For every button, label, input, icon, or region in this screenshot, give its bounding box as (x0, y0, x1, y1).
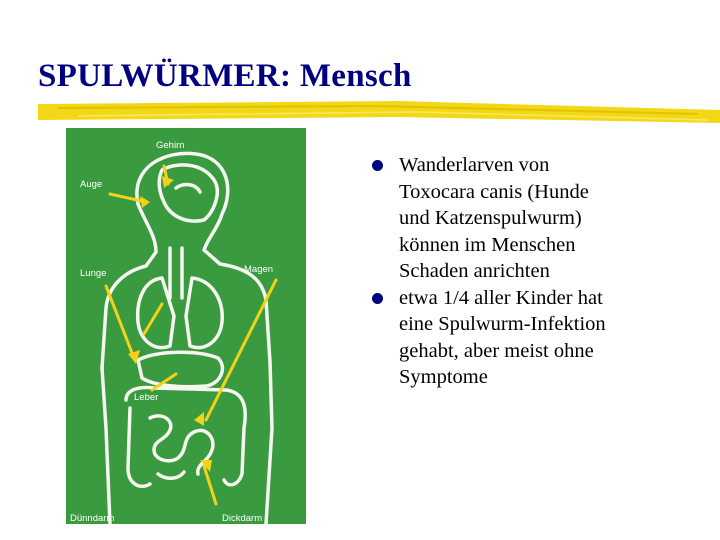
bullet-line: Symptome (399, 366, 488, 388)
bullet-line: gehabt, aber meist ohne (399, 339, 594, 362)
slide-title: SPULWÜRMER: Mensch (38, 58, 412, 94)
bullet-line: und Katzenspulwurm) (399, 207, 582, 229)
label-leber: Leber (134, 392, 159, 403)
title-underline (38, 98, 720, 130)
label-gehirn: Gehirn (156, 140, 185, 151)
label-duenndarm: Dünndarm (70, 513, 115, 524)
bullet-list (370, 152, 700, 391)
bullet-dot-icon (372, 293, 383, 304)
anatomy-illustration (66, 128, 306, 524)
bullet-line: Toxocara canis (Hunde (399, 180, 589, 203)
label-magen: Magen (244, 264, 274, 275)
label-auge: Auge (80, 179, 103, 190)
bullet-line: können im Menschen (399, 233, 576, 256)
bullet-item (370, 152, 700, 285)
bullet-line: Schaden anrichten (399, 260, 550, 282)
bullet-line: etwa 1/4 aller Kinder hat (399, 286, 603, 309)
label-dickdarm: Dickdarm (222, 513, 263, 524)
bullet-line: eine Spulwurm-Infektion (399, 313, 606, 335)
bullet-dot-icon (372, 160, 383, 171)
bullet-line: Wanderlarven von (399, 154, 550, 176)
bullet-item (370, 285, 700, 391)
label-lunge: Lunge (80, 268, 107, 279)
